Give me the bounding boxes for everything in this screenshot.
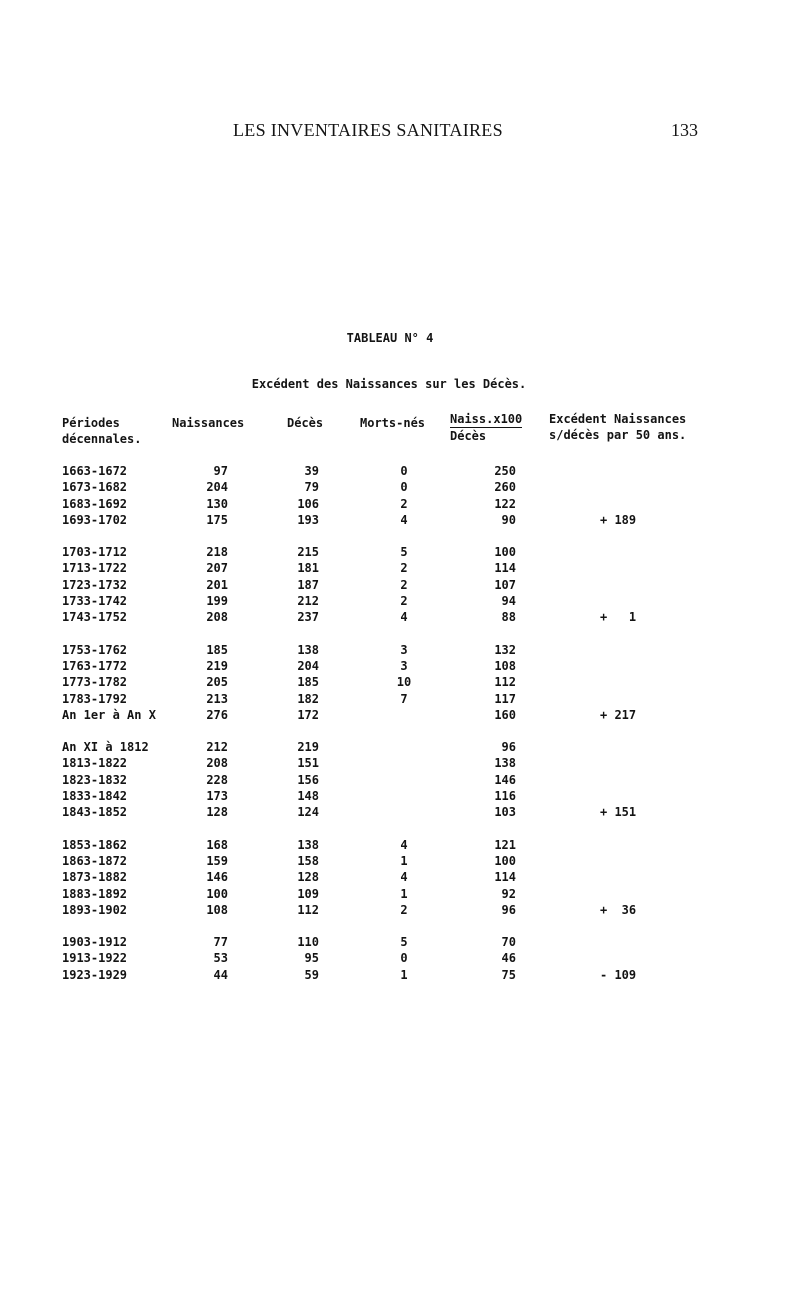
cell-morts-nes: 0 — [400, 464, 408, 478]
cell-morts-nes: 1 — [400, 967, 408, 982]
cell-deces: 79 — [304, 480, 319, 495]
cell-periode: 1713-1722 — [62, 561, 128, 576]
cell-naissances: 44 — [213, 967, 228, 982]
cell-ratio: 250 — [494, 464, 516, 478]
running-title: LES INVENTAIRES SANITAIRES — [233, 120, 503, 140]
row-group — [0, 838, 800, 919]
table-row — [0, 464, 800, 480]
cell-ratio: 138 — [494, 756, 516, 771]
cell-morts-nes: 2 — [400, 561, 408, 576]
cell-ratio: 46 — [501, 951, 516, 966]
table-row — [0, 513, 800, 529]
cell-ratio: 117 — [494, 691, 516, 706]
cell-naissances: 218 — [206, 545, 228, 560]
row-group — [0, 464, 800, 529]
cell-naissances: 204 — [206, 480, 228, 495]
cell-periode: 1703-1712 — [62, 545, 128, 560]
table-row — [0, 659, 800, 675]
cell-ratio: 160 — [494, 707, 516, 722]
cell-naissances: 185 — [206, 642, 228, 657]
cell-naissances: 212 — [206, 740, 228, 755]
cell-deces: 109 — [297, 886, 319, 901]
table-subtitle: Excédent des Naissances sur les Décès. — [251, 377, 527, 391]
cell-ratio: 114 — [494, 870, 516, 885]
cell-morts-nes: 10 — [396, 675, 412, 690]
cell-ratio: 100 — [494, 545, 516, 560]
table-row — [0, 805, 800, 821]
cell-naissances: 108 — [206, 902, 228, 917]
cell-naissances: 213 — [206, 691, 228, 706]
cell-morts-nes: 1 — [400, 886, 408, 901]
cell-morts-nes: 4 — [400, 870, 408, 885]
cell-periode: 1753-1762 — [62, 642, 128, 657]
cell-morts-nes: 2 — [400, 902, 408, 917]
table-row — [0, 968, 800, 984]
cell-deces: 59 — [304, 967, 319, 982]
cell-ratio: 96 — [501, 902, 516, 917]
cell-morts-nes: 4 — [400, 837, 408, 852]
cell-ratio: 96 — [501, 740, 516, 755]
cell-periode: 1883-1892 — [62, 886, 128, 901]
cell-periode: 1783-1792 — [62, 691, 128, 706]
table-row — [0, 935, 800, 951]
cell-deces: 237 — [297, 610, 319, 625]
row-group — [0, 545, 800, 626]
table-row — [0, 643, 800, 659]
cell-periode: An 1er à An X — [62, 707, 156, 722]
table-row — [0, 838, 800, 854]
cell-naissances: 205 — [206, 675, 228, 690]
cell-morts-nes: 5 — [400, 935, 408, 950]
cell-periode: 1873-1882 — [62, 870, 128, 885]
column-header-excedent-line2: s/décès par 50 ans. — [549, 428, 687, 442]
table-row — [0, 789, 800, 805]
cell-morts-nes: 0 — [400, 480, 408, 495]
table-row — [0, 692, 800, 708]
column-header-ratio-denominator: Décès — [450, 429, 487, 443]
cell-periode: 1893-1902 — [62, 902, 128, 917]
column-header-deces: Décès — [287, 416, 324, 430]
cell-periode: 1683-1692 — [62, 496, 128, 511]
column-header-ratio-numerator: Naiss.x100 — [450, 412, 523, 426]
column-header-morts-nes: Morts-nés — [360, 416, 426, 430]
cell-ratio: 103 — [494, 805, 516, 820]
cell-ratio: 146 — [494, 772, 516, 787]
cell-deces: 187 — [297, 577, 319, 592]
table-body — [0, 464, 800, 1000]
cell-deces: 156 — [297, 772, 319, 787]
cell-ratio: 114 — [494, 561, 516, 576]
cell-ratio: 100 — [494, 853, 516, 868]
cell-periode: 1923-1929 — [62, 967, 128, 982]
cell-deces: 193 — [297, 512, 319, 527]
table-row — [0, 480, 800, 496]
table-row — [0, 854, 800, 870]
column-header-excedent-line1: Excédent Naissances — [549, 412, 687, 426]
cell-naissances: 77 — [213, 935, 228, 950]
cell-deces: 212 — [297, 594, 319, 609]
column-header-naissances: Naissances — [172, 416, 245, 430]
cell-deces: 181 — [297, 561, 319, 576]
cell-morts-nes: 1 — [400, 853, 408, 868]
cell-deces: 39 — [304, 464, 319, 478]
page-number: 133 — [671, 120, 698, 140]
cell-ratio: 107 — [494, 577, 516, 592]
cell-ratio: 108 — [494, 658, 516, 673]
cell-ratio: 70 — [501, 935, 516, 950]
cell-periode: 1673-1682 — [62, 480, 128, 495]
table-row — [0, 951, 800, 967]
cell-morts-nes: 2 — [400, 496, 408, 511]
cell-excedent: + 217 — [600, 707, 637, 722]
table-row — [0, 497, 800, 513]
cell-deces: 138 — [297, 837, 319, 852]
cell-periode: 1833-1842 — [62, 789, 128, 804]
cell-morts-nes: 3 — [400, 658, 408, 673]
cell-periode: 1743-1752 — [62, 610, 128, 625]
cell-periode: 1693-1702 — [62, 512, 128, 527]
column-header-ratio — [450, 411, 522, 444]
column-header-periodes — [62, 415, 141, 447]
cell-deces: 110 — [297, 935, 319, 950]
cell-periode: 1913-1922 — [62, 951, 128, 966]
cell-deces: 138 — [297, 642, 319, 657]
cell-naissances: 208 — [206, 610, 228, 625]
table-row — [0, 887, 800, 903]
cell-naissances: 173 — [206, 789, 228, 804]
cell-ratio: 116 — [494, 789, 516, 804]
cell-ratio: 88 — [501, 610, 516, 625]
cell-naissances: 159 — [206, 853, 228, 868]
cell-morts-nes: 0 — [400, 951, 408, 966]
cell-periode: 1863-1872 — [62, 853, 128, 868]
cell-ratio: 112 — [494, 675, 516, 690]
column-header-periodes-line2: décennales. — [62, 432, 142, 446]
cell-periode: 1813-1822 — [62, 756, 128, 771]
cell-naissances: 199 — [206, 594, 228, 609]
cell-naissances: 208 — [206, 756, 228, 771]
cell-morts-nes: 3 — [400, 642, 408, 657]
table-row — [0, 610, 800, 626]
cell-morts-nes: 2 — [400, 577, 408, 592]
cell-deces: 182 — [297, 691, 319, 706]
row-group — [0, 935, 800, 984]
table-row — [0, 578, 800, 594]
row-group — [0, 643, 800, 724]
cell-deces: 148 — [297, 789, 319, 804]
cell-excedent: + 1 — [600, 610, 637, 625]
cell-ratio: 122 — [494, 496, 516, 511]
cell-excedent: + 189 — [600, 512, 637, 527]
cell-deces: 151 — [297, 756, 319, 771]
cell-naissances: 168 — [206, 837, 228, 852]
row-group — [0, 740, 800, 821]
cell-excedent: - 109 — [600, 967, 637, 982]
cell-naissances: 53 — [213, 951, 228, 966]
cell-naissances: 100 — [206, 886, 228, 901]
cell-ratio: 260 — [494, 480, 516, 495]
cell-naissances: 97 — [213, 464, 228, 478]
table-row — [0, 675, 800, 691]
column-header-periodes-line1: Périodes — [62, 416, 120, 430]
cell-naissances: 130 — [206, 496, 228, 511]
cell-deces: 95 — [304, 951, 319, 966]
cell-morts-nes: 4 — [400, 610, 408, 625]
cell-ratio: 132 — [494, 642, 516, 657]
table-row — [0, 545, 800, 561]
cell-ratio: 75 — [501, 967, 516, 982]
cell-naissances: 276 — [206, 707, 228, 722]
cell-deces: 204 — [297, 658, 319, 673]
cell-ratio: 92 — [501, 886, 516, 901]
cell-deces: 158 — [297, 853, 319, 868]
cell-periode: 1903-1912 — [62, 935, 128, 950]
cell-periode: An XI à 1812 — [62, 740, 149, 755]
cell-deces: 124 — [297, 805, 319, 820]
cell-deces: 128 — [297, 870, 319, 885]
cell-naissances: 228 — [206, 772, 228, 787]
cell-ratio: 121 — [494, 837, 516, 852]
table-row — [0, 773, 800, 789]
cell-periode: 1853-1862 — [62, 837, 128, 852]
cell-naissances: 219 — [206, 658, 228, 673]
cell-periode: 1723-1732 — [62, 577, 128, 592]
cell-ratio: 94 — [501, 594, 516, 609]
cell-deces: 219 — [297, 740, 319, 755]
cell-morts-nes: 5 — [400, 545, 408, 560]
cell-naissances: 201 — [206, 577, 228, 592]
cell-naissances: 128 — [206, 805, 228, 820]
cell-deces: 112 — [297, 902, 319, 917]
table-row — [0, 756, 800, 772]
cell-periode: 1773-1782 — [62, 675, 128, 690]
cell-ratio: 90 — [501, 512, 516, 527]
cell-excedent: + 36 — [600, 902, 637, 917]
cell-deces: 172 — [297, 707, 319, 722]
cell-naissances: 175 — [206, 512, 228, 527]
cell-periode: 1663-1672 — [62, 464, 128, 478]
cell-periode: 1763-1772 — [62, 658, 128, 673]
cell-periode: 1843-1852 — [62, 805, 128, 820]
cell-periode: 1823-1832 — [62, 772, 128, 787]
column-header-excedent — [549, 411, 686, 443]
cell-naissances: 146 — [206, 870, 228, 885]
cell-deces: 215 — [297, 545, 319, 560]
table-row — [0, 903, 800, 919]
table-row — [0, 561, 800, 577]
table-row — [0, 594, 800, 610]
cell-deces: 106 — [297, 496, 319, 511]
table-row — [0, 740, 800, 756]
table-title: TABLEAU N° 4 — [346, 331, 434, 345]
cell-morts-nes: 7 — [400, 691, 408, 706]
running-header — [0, 120, 800, 144]
cell-periode: 1733-1742 — [62, 594, 128, 609]
table-row — [0, 708, 800, 724]
cell-deces: 185 — [297, 675, 319, 690]
cell-excedent: + 151 — [600, 805, 637, 820]
cell-morts-nes: 4 — [400, 512, 408, 527]
cell-morts-nes: 2 — [400, 594, 408, 609]
table-row — [0, 870, 800, 886]
cell-naissances: 207 — [206, 561, 228, 576]
